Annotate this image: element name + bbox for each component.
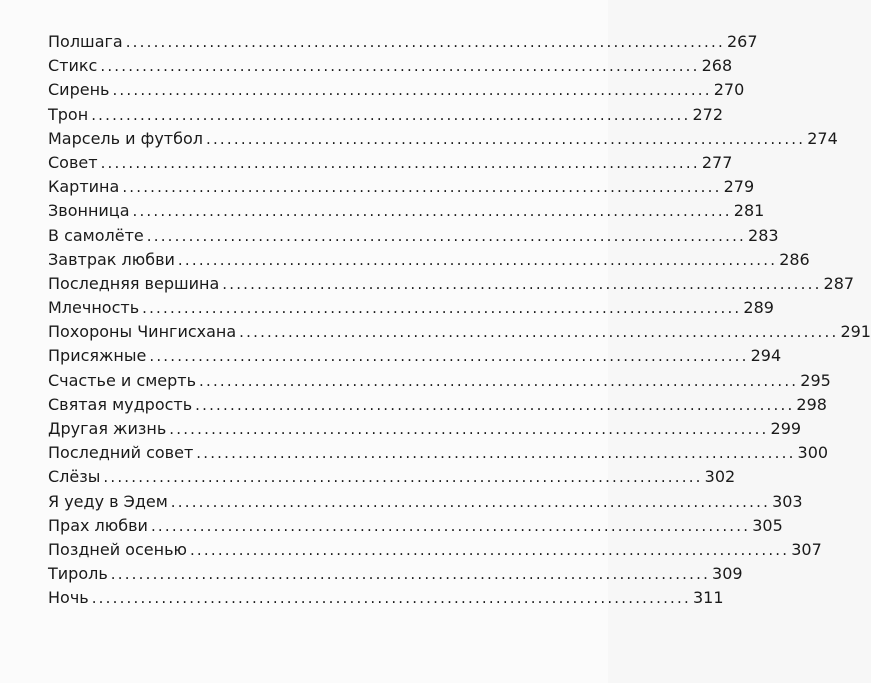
toc-entry-page-number: 272: [692, 104, 723, 124]
toc-entry: [48, 32, 758, 56]
toc-entry-page-number: 307: [791, 539, 822, 559]
toc-entry-title: Святая мудрость: [48, 394, 193, 414]
toc-entry-title: Прах любви: [48, 515, 148, 535]
toc-dot-leader: ......................................................................................: [132, 202, 732, 221]
toc-entry: [48, 56, 733, 80]
toc-entry-page-number: 289: [743, 298, 774, 318]
toc-dot-leader: ......................................................................................: [239, 323, 839, 342]
toc-entry: [48, 104, 723, 129]
toc-entry: [48, 298, 774, 322]
toc-entry-title: Я уеду в Эдем: [48, 491, 168, 511]
toc-entry-page-number: 299: [770, 419, 802, 438]
toc-entry-page-number: 270: [713, 80, 745, 100]
toc-entry: [48, 539, 822, 564]
toc-dot-leader: ......................................................................................: [146, 226, 747, 245]
toc-entry: [48, 273, 855, 298]
toc-dot-leader: ......................................................................................: [149, 347, 749, 366]
toc-dot-leader: ......................................................................................: [195, 395, 795, 414]
toc-entry: [48, 225, 779, 250]
toc-dot-leader: ......................................................................................: [189, 540, 790, 559]
toc-entry-title: Сирень: [48, 80, 110, 100]
toc-entry-page-number: 268: [701, 56, 733, 76]
toc-entry-title: Полшага: [48, 32, 123, 51]
toc-entry-title: Поздней осенью: [48, 539, 187, 559]
toc-dot-leader: ......................................................................................: [142, 299, 742, 318]
toc-entry-title: Звонница: [48, 201, 130, 221]
toc-entry: [48, 394, 827, 419]
toc-dot-leader: ......................................................................................: [169, 420, 769, 438]
toc-dot-leader: ......................................................................................: [125, 33, 725, 51]
toc-entry: [48, 419, 802, 443]
toc-entry-page-number: 279: [723, 177, 755, 197]
toc-entry-title: Последняя вершина: [48, 273, 220, 293]
toc-entry: [48, 128, 838, 153]
toc-entry: [48, 370, 831, 395]
toc-entry-title: Ночь: [48, 588, 89, 608]
toc-dot-leader: ......................................................................................: [100, 153, 700, 172]
toc-entry-page-number: 287: [823, 273, 855, 293]
toc-dot-leader: ......................................................................................: [103, 468, 703, 487]
toc-entry-page-number: 281: [733, 201, 765, 221]
toc-dot-leader: ......................................................................................: [91, 589, 691, 608]
toc-entry-title: Млечность: [48, 298, 140, 318]
toc-entry: [48, 564, 743, 588]
toc-entry-page-number: 291: [840, 322, 871, 342]
toc-entry-title: Картина: [48, 177, 120, 197]
toc-dot-leader: ......................................................................................: [100, 57, 700, 76]
toc-entry-page-number: 267: [726, 32, 758, 51]
toc-entry: [48, 588, 724, 612]
toc-entry: [48, 80, 745, 104]
toc-entry: [48, 467, 736, 491]
table-of-contents: [48, 32, 871, 613]
toc-entry-page-number: 274: [807, 128, 838, 148]
toc-entry: [48, 443, 829, 467]
toc-entry: [48, 515, 783, 540]
toc-entry-title: Счастье и смерть: [48, 370, 197, 390]
toc-entry: [48, 491, 803, 516]
toc-entry-page-number: 298: [796, 394, 827, 414]
toc-entry-title: Стикс: [48, 56, 98, 76]
toc-entry-title: Похороны Чингисхана: [48, 322, 237, 342]
toc-entry-page-number: 303: [772, 491, 803, 511]
toc-entry-page-number: 305: [752, 515, 783, 535]
toc-entry-title: Присяжные: [48, 346, 147, 366]
toc-entry: [48, 249, 810, 274]
toc-entry-title: Тироль: [48, 564, 108, 584]
toc-entry-page-number: 300: [797, 443, 829, 463]
toc-entry: [48, 201, 765, 225]
toc-entry-page-number: 277: [701, 152, 733, 172]
toc-entry-page-number: 302: [704, 467, 736, 487]
toc-entry-page-number: 311: [692, 588, 724, 608]
toc-entry-title: Последний совет: [48, 443, 194, 463]
toc-entry-page-number: 283: [748, 225, 779, 245]
toc-entry-page-number: 294: [750, 346, 782, 366]
toc-dot-leader: ......................................................................................: [112, 81, 712, 100]
toc-entry: [48, 346, 782, 370]
toc-dot-leader: ......................................................................................: [110, 565, 711, 584]
toc-entry-title: Другая жизнь: [48, 419, 167, 438]
toc-entry: [48, 177, 755, 201]
toc-entry-title: Слёзы: [48, 467, 101, 487]
toc-dot-leader: ......................................................................................: [91, 105, 691, 124]
toc-entry-title: Завтрак любви: [48, 249, 175, 269]
toc-dot-leader: ......................................................................................: [222, 274, 822, 293]
toc-entry-title: Марсель и футбол: [48, 128, 203, 148]
toc-entry-page-number: 295: [800, 370, 831, 390]
toc-dot-leader: ......................................................................................: [170, 492, 771, 511]
toc-entry: [48, 322, 871, 346]
toc-dot-leader: ......................................................................................: [196, 444, 796, 463]
toc-dot-leader: ......................................................................................: [199, 371, 799, 390]
toc-dot-leader: ......................................................................................: [150, 516, 751, 535]
toc-entry-title: Совет: [48, 152, 98, 172]
toc-dot-leader: ......................................................................................: [177, 250, 778, 269]
toc-entry-page-number: 286: [779, 249, 810, 269]
toc-entry: [48, 152, 733, 177]
toc-entry-title: В самолёте: [48, 225, 144, 245]
toc-entry-title: Трон: [48, 104, 89, 124]
toc-entry-page-number: 309: [712, 564, 743, 584]
toc-dot-leader: ......................................................................................: [205, 129, 806, 148]
toc-dot-leader: ......................................................................................: [122, 178, 722, 197]
